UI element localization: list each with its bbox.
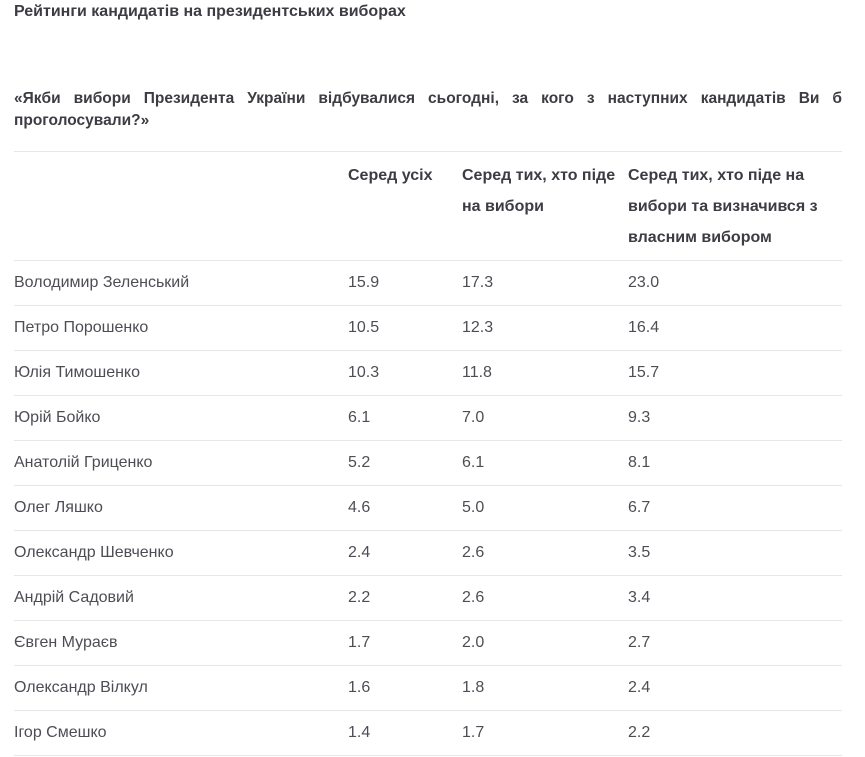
table-row <box>14 351 842 396</box>
value-among-all-cell: 6.1 <box>348 396 462 441</box>
value-among-decided-cell: 2.4 <box>628 666 842 711</box>
value-among-decided-cell: 3.5 <box>628 531 842 576</box>
value-among-voters-cell: 11.8 <box>462 351 628 396</box>
value-among-decided-cell: 15.7 <box>628 351 842 396</box>
table-row <box>14 711 842 756</box>
value-among-voters-cell: 2.0 <box>462 621 628 666</box>
value-among-all-cell: 1.7 <box>348 621 462 666</box>
candidate-name-cell: Олександр Вілкул <box>14 666 348 711</box>
column-header-among-all: Серед усіх <box>348 152 462 261</box>
table-row <box>14 396 842 441</box>
table-row <box>14 531 842 576</box>
table-row <box>14 576 842 621</box>
value-among-all-cell: 15.9 <box>348 261 462 306</box>
value-among-decided-cell: 2.7 <box>628 621 842 666</box>
value-among-voters-cell: 2.6 <box>462 576 628 621</box>
value-among-voters-cell: 1.8 <box>462 666 628 711</box>
table-row <box>14 486 842 531</box>
table-row <box>14 621 842 666</box>
value-among-all-cell: 10.5 <box>348 306 462 351</box>
candidate-name-cell: Юлія Тимошенко <box>14 351 348 396</box>
candidate-name-cell: Ігор Смешко <box>14 711 348 756</box>
value-among-decided-cell: 23.0 <box>628 261 842 306</box>
column-header-among-voters: Серед тих, хто піде на вибори <box>462 152 628 261</box>
value-among-all-cell: 1.6 <box>348 666 462 711</box>
value-among-decided-cell: 9.3 <box>628 396 842 441</box>
table-row <box>14 441 842 486</box>
value-among-voters-cell: 17.3 <box>462 261 628 306</box>
value-among-all-cell: 5.2 <box>348 441 462 486</box>
value-among-voters-cell: 1.7 <box>462 711 628 756</box>
column-header-among-decided: Серед тих, хто піде на вибори та визначився з власним вибором <box>628 152 842 261</box>
table-row <box>14 261 842 306</box>
ratings-table-header <box>14 152 842 261</box>
value-among-voters-cell: 6.1 <box>462 441 628 486</box>
candidate-name-cell: Петро Порошенко <box>14 306 348 351</box>
value-among-decided-cell: 2.2 <box>628 711 842 756</box>
value-among-all-cell: 10.3 <box>348 351 462 396</box>
value-among-voters-cell: 5.0 <box>462 486 628 531</box>
value-among-decided-cell: 16.4 <box>628 306 842 351</box>
value-among-decided-cell: 3.4 <box>628 576 842 621</box>
value-among-decided-cell: 6.7 <box>628 486 842 531</box>
value-among-decided-cell: 8.1 <box>628 441 842 486</box>
value-among-voters-cell: 7.0 <box>462 396 628 441</box>
table-row <box>14 666 842 711</box>
ratings-table-body <box>14 261 842 756</box>
table-row <box>14 306 842 351</box>
candidate-name-cell: Андрій Садовий <box>14 576 348 621</box>
ratings-table <box>14 151 842 756</box>
article-content <box>0 2 865 756</box>
value-among-all-cell: 1.4 <box>348 711 462 756</box>
value-among-all-cell: 2.2 <box>348 576 462 621</box>
page-title: Рейтинги кандидатів на президентських виборах <box>14 3 406 20</box>
survey-question: «Якби вибори Президента України відбувалися сьогодні, за кого з наступних кандидатів Ви б проголосували?» <box>14 90 842 129</box>
column-header-candidate <box>14 152 348 261</box>
candidate-name-cell: Олег Ляшко <box>14 486 348 531</box>
candidate-name-cell: Юрій Бойко <box>14 396 348 441</box>
value-among-all-cell: 4.6 <box>348 486 462 531</box>
candidate-name-cell: Володимир Зеленський <box>14 261 348 306</box>
candidate-name-cell: Анатолій Гриценко <box>14 441 348 486</box>
candidate-name-cell: Олександр Шевченко <box>14 531 348 576</box>
value-among-all-cell: 2.4 <box>348 531 462 576</box>
value-among-voters-cell: 2.6 <box>462 531 628 576</box>
value-among-voters-cell: 12.3 <box>462 306 628 351</box>
candidate-name-cell: Євген Мураєв <box>14 621 348 666</box>
